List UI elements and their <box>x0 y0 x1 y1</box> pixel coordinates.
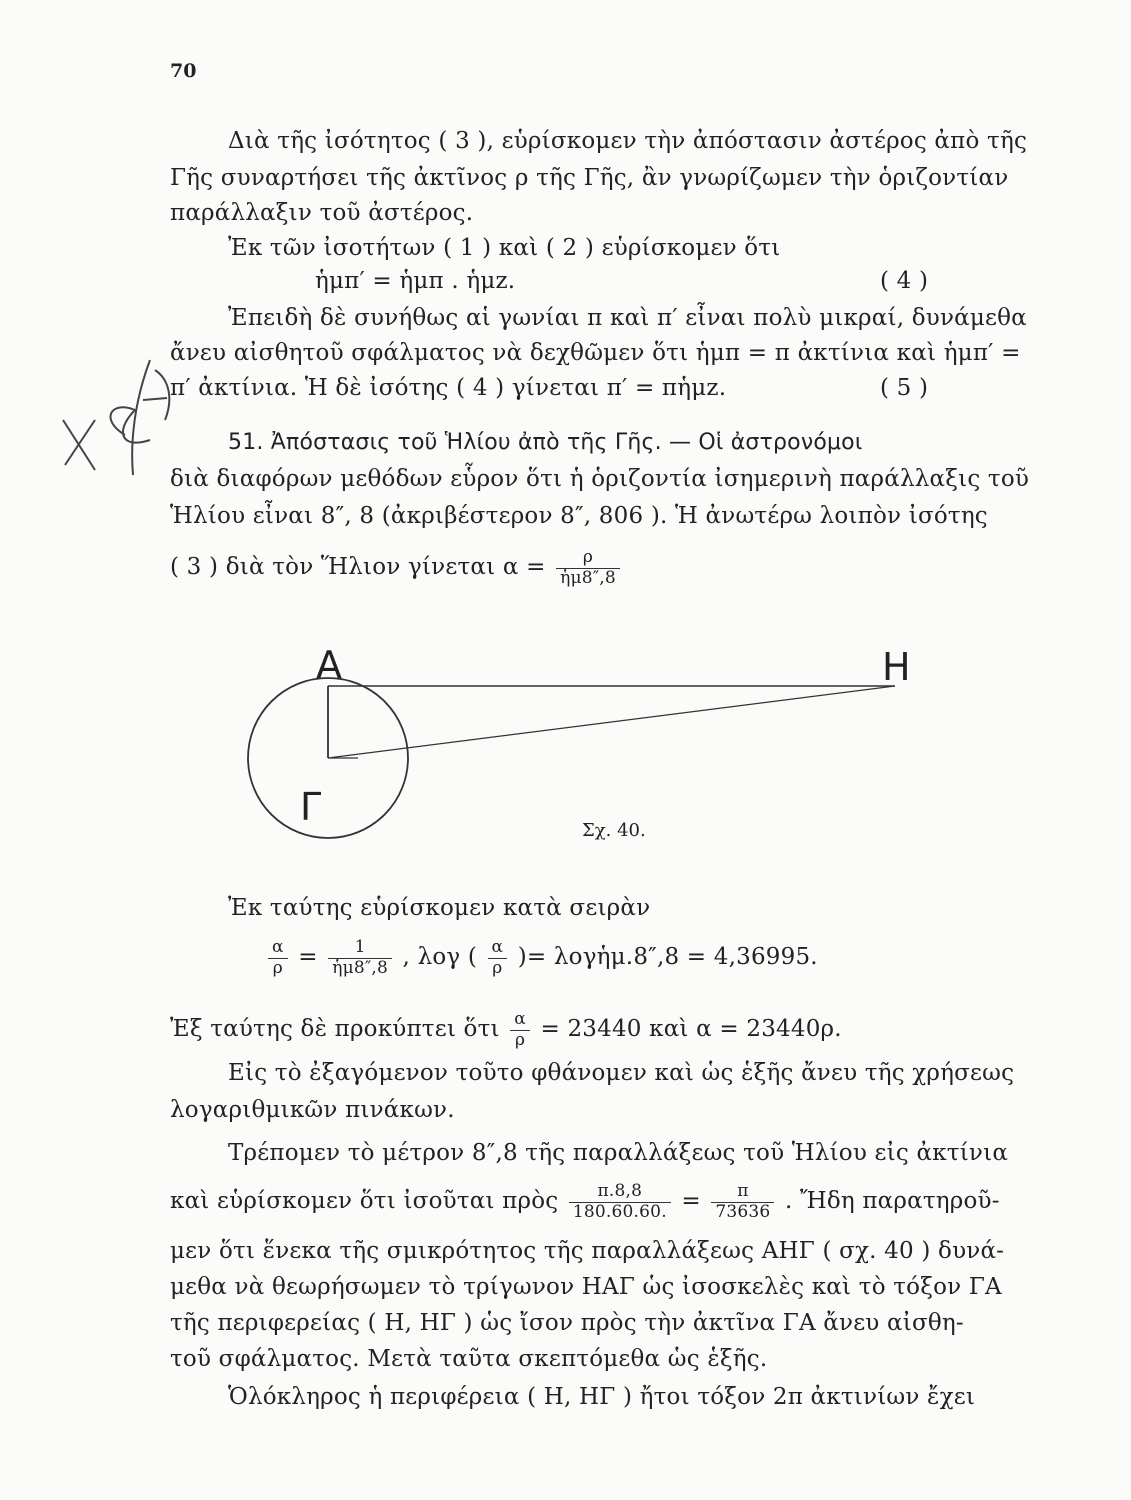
text-line: Εἰς τὸ ἐξαγόμενον τοῦτο φθάνομεν καὶ ὡς ἑξῆς ἄνευ τῆς χρήσεως <box>228 1060 1015 1086</box>
text-line: Τρέπομεν τὸ μέτρον 8″,8 τῆς παραλλάξεως τοῦ Ἡλίου εἰς ἀκτίνια <box>228 1140 1009 1166</box>
text-line: Ἐκ ταύτης εὑρίσκομεν κατὰ σειρὰν <box>228 895 651 921</box>
fraction <box>268 938 288 978</box>
formula-text: καὶ εὑρίσκομεν ὅτι ἰσοῦται πρὸς <box>170 1188 559 1215</box>
equals-sign: = <box>298 944 318 971</box>
page-number: 70 <box>170 60 197 82</box>
fraction-denominator: ρ <box>492 957 503 978</box>
fraction-numerator: π <box>711 1182 774 1203</box>
text-line: Διὰ τῆς ἰσότητος ( 3 ), εὑρίσκομεν τὴν ἀπόστασιν ἀστέρος ἀπὸ τῆς <box>228 128 1028 154</box>
fraction-numerator: α <box>510 1010 530 1031</box>
label-G: Γ <box>300 785 322 829</box>
fraction-denominator: 180.60.60. <box>572 1201 667 1222</box>
text-line: π′ ἀκτίνια. Ἡ δὲ ἰσότης ( 4 ) γίνεται π′ = πἡμz. <box>170 375 727 401</box>
label-H: Η <box>882 645 911 689</box>
label-A: Α <box>316 643 342 687</box>
fraction-numerator: α <box>488 938 508 959</box>
section-heading: 51. Ἀπόστασις τοῦ Ἡλίου ἀπὸ τῆς Γῆς. — Οἱ ἀστρονόμοι <box>228 430 863 455</box>
text-line: τοῦ σφάλματος. Μετὰ ταῦτα σκεπτόμεθα ὡς ἑξῆς. <box>170 1346 768 1372</box>
text-line: λογαριθμικῶν πινάκων. <box>170 1097 455 1123</box>
formula-line <box>170 1010 842 1050</box>
fraction <box>510 1010 530 1050</box>
fraction-denominator: 73636 <box>715 1201 771 1222</box>
fraction <box>328 938 392 978</box>
text-line: Γῆς συναρτήσει τῆς ἀκτῖνος ρ τῆς Γῆς, ἂν γνωρίζωμεν τὴν ὁριζοντίαν <box>170 165 1009 191</box>
text-line: μεθα νὰ θεωρήσωμεν τὸ τρίγωνον ΗΑΓ ὡς ἰσοσκελὲς καὶ τὸ τόξον ΓΑ <box>170 1274 1002 1300</box>
handwritten-mark-icon <box>55 340 185 480</box>
text-line: μεν ὅτι ἕνεκα τῆς σμικρότητος τῆς παραλλάξεως ΑΗΓ ( σχ. 40 ) δυνά- <box>170 1238 1005 1264</box>
fraction-numerator: α <box>268 938 288 959</box>
fraction <box>488 938 508 978</box>
equals-sign: = <box>681 1188 701 1215</box>
formula-text: )= λογἡμ.8″,8 = 4,36995. <box>517 944 818 971</box>
figure-caption: Σχ. 40. <box>582 820 646 841</box>
fraction <box>711 1182 774 1222</box>
fraction <box>556 548 620 588</box>
text-line: παράλλαξιν τοῦ ἀστέρος. <box>170 200 474 226</box>
equation-number: ( 5 ) <box>880 375 929 401</box>
formula-text: ( 3 ) διὰ τὸν Ἥλιον γίνεται α = <box>170 554 546 581</box>
fraction-numerator: π.8,8 <box>569 1182 671 1203</box>
figure-40-diagram <box>240 630 920 850</box>
equation-line: ἡμπ′ = ἡμπ . ἡμz. <box>315 268 516 294</box>
fraction-denominator: ρ <box>515 1029 526 1050</box>
text-line: διὰ διαφόρων μεθόδων εὗρον ὅτι ἡ ὁριζοντία ἰσημερινὴ παράλλαξις τοῦ <box>170 466 1030 492</box>
formula-line <box>265 938 818 978</box>
formula-text: Ἐξ ταύτης δὲ προκύπτει ὅτι <box>170 1016 500 1043</box>
text-line: Ὁλόκληρος ἡ περιφέρεια ( Η, ΗΓ ) ἤτοι τόξον 2π ἀκτινίων ἔχει <box>228 1384 976 1410</box>
fraction-denominator: ρ <box>272 957 283 978</box>
fraction-denominator: ἡμ8″,8 <box>560 567 616 588</box>
formula-line <box>170 1182 1000 1222</box>
text-line: Ἡλίου εἶναι 8″, 8 (ἀκριβέστερον 8″, 806 ). Ἡ ἀνωτέρω λοιπὸν ἰσότης <box>170 503 988 529</box>
text-line: ἄνευ αἰσθητοῦ σφάλματος νὰ δεχθῶμεν ὅτι ἡμπ = π ἀκτίνια καὶ ἡμπ′ = <box>170 340 1021 366</box>
text-line: Ἐκ τῶν ἰσοτήτων ( 1 ) καὶ ( 2 ) εὑρίσκομεν ὅτι <box>228 235 781 261</box>
formula-line <box>170 548 623 588</box>
fraction-denominator: ἡμ8″,8 <box>332 957 389 978</box>
line-GH <box>328 686 895 758</box>
formula-text: . Ἤδη παρατηροῦ- <box>784 1188 1000 1215</box>
fraction-numerator: ρ <box>556 548 620 569</box>
equation-number: ( 4 ) <box>880 268 929 294</box>
formula-text: , λογ ( <box>402 944 478 971</box>
text-line: τῆς περιφερείας ( Η, ΗΓ ) ὡς ἴσον πρὸς τὴν ἀκτῖνα ΓΑ ἄνευ αἰσθη- <box>170 1310 964 1336</box>
fraction <box>569 1182 671 1222</box>
text-line: Ἐπειδὴ δὲ συνήθως αἱ γωνίαι π καὶ π′ εἶναι πολὺ μικραί, δυνάμεθα <box>228 305 1027 331</box>
fraction-numerator: 1 <box>328 938 392 959</box>
formula-text: = 23440 καὶ α = 23440ρ. <box>540 1016 842 1043</box>
